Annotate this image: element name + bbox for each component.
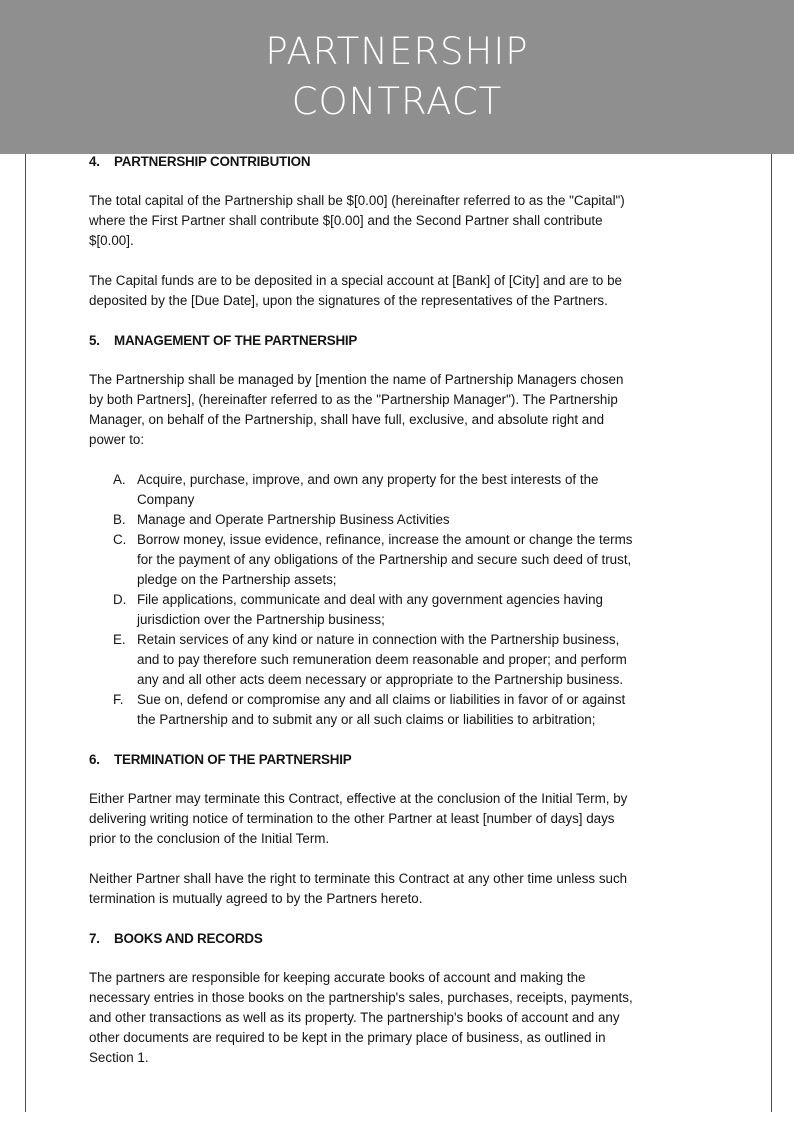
text-line: and other transactions as well as its property. The partnership's books of account and any — [89, 1010, 620, 1025]
list-item — [113, 510, 714, 530]
text-line: The partners are responsible for keeping accurate books of account and making the — [89, 970, 586, 985]
text-line: Retain services of any kind or nature in connection with the Partnership business, — [137, 632, 620, 647]
banner-title-line-1: PARTNERSHIP — [265, 30, 529, 73]
text-line: Sue on, defend or compromise any and all claims or liabilities in favor of or against — [137, 692, 626, 707]
section-title: BOOKS AND RECORDS — [114, 931, 263, 946]
list-item — [113, 690, 714, 730]
text-line: Borrow money, issue evidence, refinance, increase the amount or change the terms — [137, 532, 633, 547]
text-line: the Partnership and to submit any or all such claims or liabilities to arbitration; — [137, 712, 596, 727]
paragraph — [89, 789, 714, 849]
list-item — [113, 630, 714, 690]
text-line: File applications, communicate and deal with any government agencies having — [137, 592, 603, 607]
paragraph — [89, 191, 714, 251]
text-line: for the payment of any obligations of the Partnership and secure such deed of trust, — [137, 552, 632, 567]
section-title: MANAGEMENT OF THE PARTNERSHIP — [114, 333, 358, 348]
text-line: Either Partner may terminate this Contract, effective at the conclusion of the Initial Term, by — [89, 791, 628, 806]
list-letter: B. — [113, 512, 126, 527]
paragraph — [89, 968, 714, 1068]
powers-list — [89, 470, 714, 730]
text-line: Section 1. — [89, 1050, 149, 1065]
text-line: power to: — [89, 432, 145, 447]
section-heading — [89, 152, 714, 172]
list-letter: D. — [113, 592, 127, 607]
text-line: deposited by the [Due Date], upon the signatures of the representatives of the Partners. — [89, 293, 608, 308]
list-letter: F. — [113, 692, 124, 707]
paragraph — [89, 370, 714, 450]
text-line: prior to the conclusion of the Initial Term. — [89, 831, 330, 846]
list-item — [113, 590, 714, 630]
text-line: pledge on the Partnership assets; — [137, 572, 337, 587]
banner-title-line-2: CONTRACT — [291, 80, 503, 123]
text-line: Manage and Operate Partnership Business Activities — [137, 512, 450, 527]
list-letter: A. — [113, 472, 126, 487]
section-title: TERMINATION OF THE PARTNERSHIP — [114, 752, 352, 767]
text-line: where the First Partner shall contribute $[0.00] and the Second Partner shall contribute — [89, 213, 603, 228]
text-line: delivering writing notice of termination to the other Partner at least [number of days] days — [89, 811, 615, 826]
document-body — [89, 152, 714, 1068]
text-line: The total capital of the Partnership shall be $[0.00] (hereinafter referred to as the "Capital") — [89, 193, 625, 208]
text-line: by both Partners], (hereinafter referred to as the "Partnership Manager"). The Partnership — [89, 392, 618, 407]
text-line: and to pay therefore such remuneration deem reasonable and proper; and perform — [137, 652, 627, 667]
text-line: jurisdiction over the Partnership business; — [137, 612, 385, 627]
list-letter: E. — [113, 632, 126, 647]
text-line: The Partnership shall be managed by [mention the name of Partnership Managers chosen — [89, 372, 624, 387]
text-line: Manager, on behalf of the Partnership, shall have full, exclusive, and absolute right and — [89, 412, 605, 427]
section-heading — [89, 331, 714, 351]
list-letter: C. — [113, 532, 127, 547]
section-title: PARTNERSHIP CONTRIBUTION — [114, 154, 311, 169]
section-number: 7. — [89, 931, 100, 946]
title-banner — [0, 0, 794, 154]
section-management — [89, 331, 714, 730]
text-line: $[0.00]. — [89, 233, 134, 248]
text-line: Company — [137, 492, 195, 507]
paragraph — [89, 271, 714, 311]
text-line: Acquire, purchase, improve, and own any property for the best interests of the — [137, 472, 599, 487]
page-border-left — [25, 150, 26, 1112]
section-heading — [89, 750, 714, 770]
section-partnership-contribution — [89, 152, 714, 311]
page-border-right — [771, 150, 772, 1112]
list-item — [113, 530, 714, 590]
section-termination — [89, 750, 714, 909]
list-item — [113, 470, 714, 510]
section-books-and-records — [89, 929, 714, 1068]
section-heading — [89, 929, 714, 949]
text-line: The Capital funds are to be deposited in a special account at [Bank] of [City] and are to be — [89, 273, 622, 288]
text-line: necessary entries in those books on the partnership's sales, purchases, receipts, payments, — [89, 990, 633, 1005]
text-line: other documents are required to be kept in the primary place of business, as outlined in — [89, 1030, 606, 1045]
text-line: termination is mutually agreed to by the Partners hereto. — [89, 891, 423, 906]
section-number: 5. — [89, 333, 100, 348]
section-number: 6. — [89, 752, 100, 767]
text-line: Neither Partner shall have the right to terminate this Contract at any other time unless such — [89, 871, 628, 886]
section-number: 4. — [89, 154, 100, 169]
paragraph — [89, 869, 714, 909]
text-line: any and all other acts deem necessary or appropriate to the Partnership business. — [137, 672, 624, 687]
